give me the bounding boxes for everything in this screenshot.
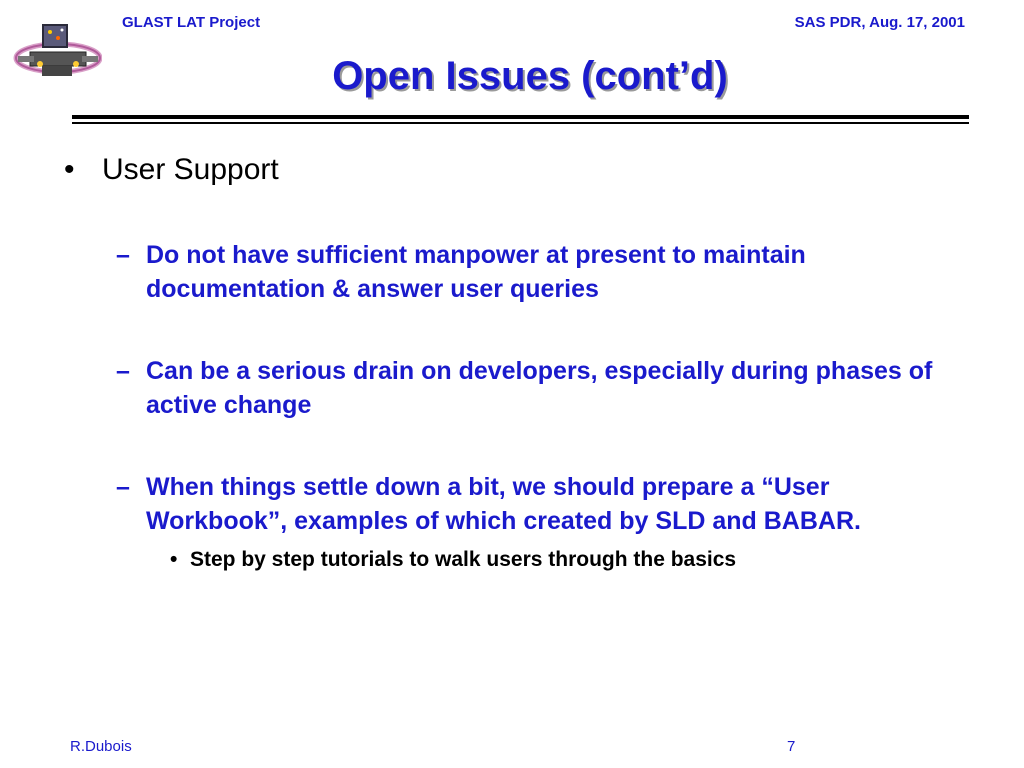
page-number: 7 <box>787 738 796 755</box>
bullet-marker: • <box>64 153 75 186</box>
event-date: SAS PDR, Aug. 17, 2001 <box>794 14 965 31</box>
subsub-marker: • <box>170 548 178 571</box>
footer-author: R.Dubois <box>70 738 132 755</box>
subitem-workbook <box>116 470 956 538</box>
title-divider <box>72 115 969 125</box>
subitem-text: Can be a serious drain on developers, especially during phases of active change <box>146 357 933 419</box>
slide-title: Open Issues (cont’d) <box>332 54 728 98</box>
project-name: GLAST LAT Project <box>122 14 261 31</box>
subsub-tutorials <box>170 545 736 575</box>
bullet-text: User Support <box>102 153 279 186</box>
subitem-manpower <box>116 238 956 306</box>
subitem-text: Do not have sufficient manpower at present to maintain documentation & answer user queries <box>146 241 806 303</box>
bullet-user-support <box>64 150 279 190</box>
subsub-text: Step by step tutorials to walk users through the basics <box>190 548 737 571</box>
dash-marker: – <box>116 473 130 501</box>
dash-marker: – <box>116 241 130 269</box>
subitem-drain <box>116 354 956 422</box>
dash-marker: – <box>116 357 130 385</box>
subitem-text: When things settle down a bit, we should prepare a “User Workbook”, examples of which created by SLD and BABAR. <box>146 473 861 535</box>
